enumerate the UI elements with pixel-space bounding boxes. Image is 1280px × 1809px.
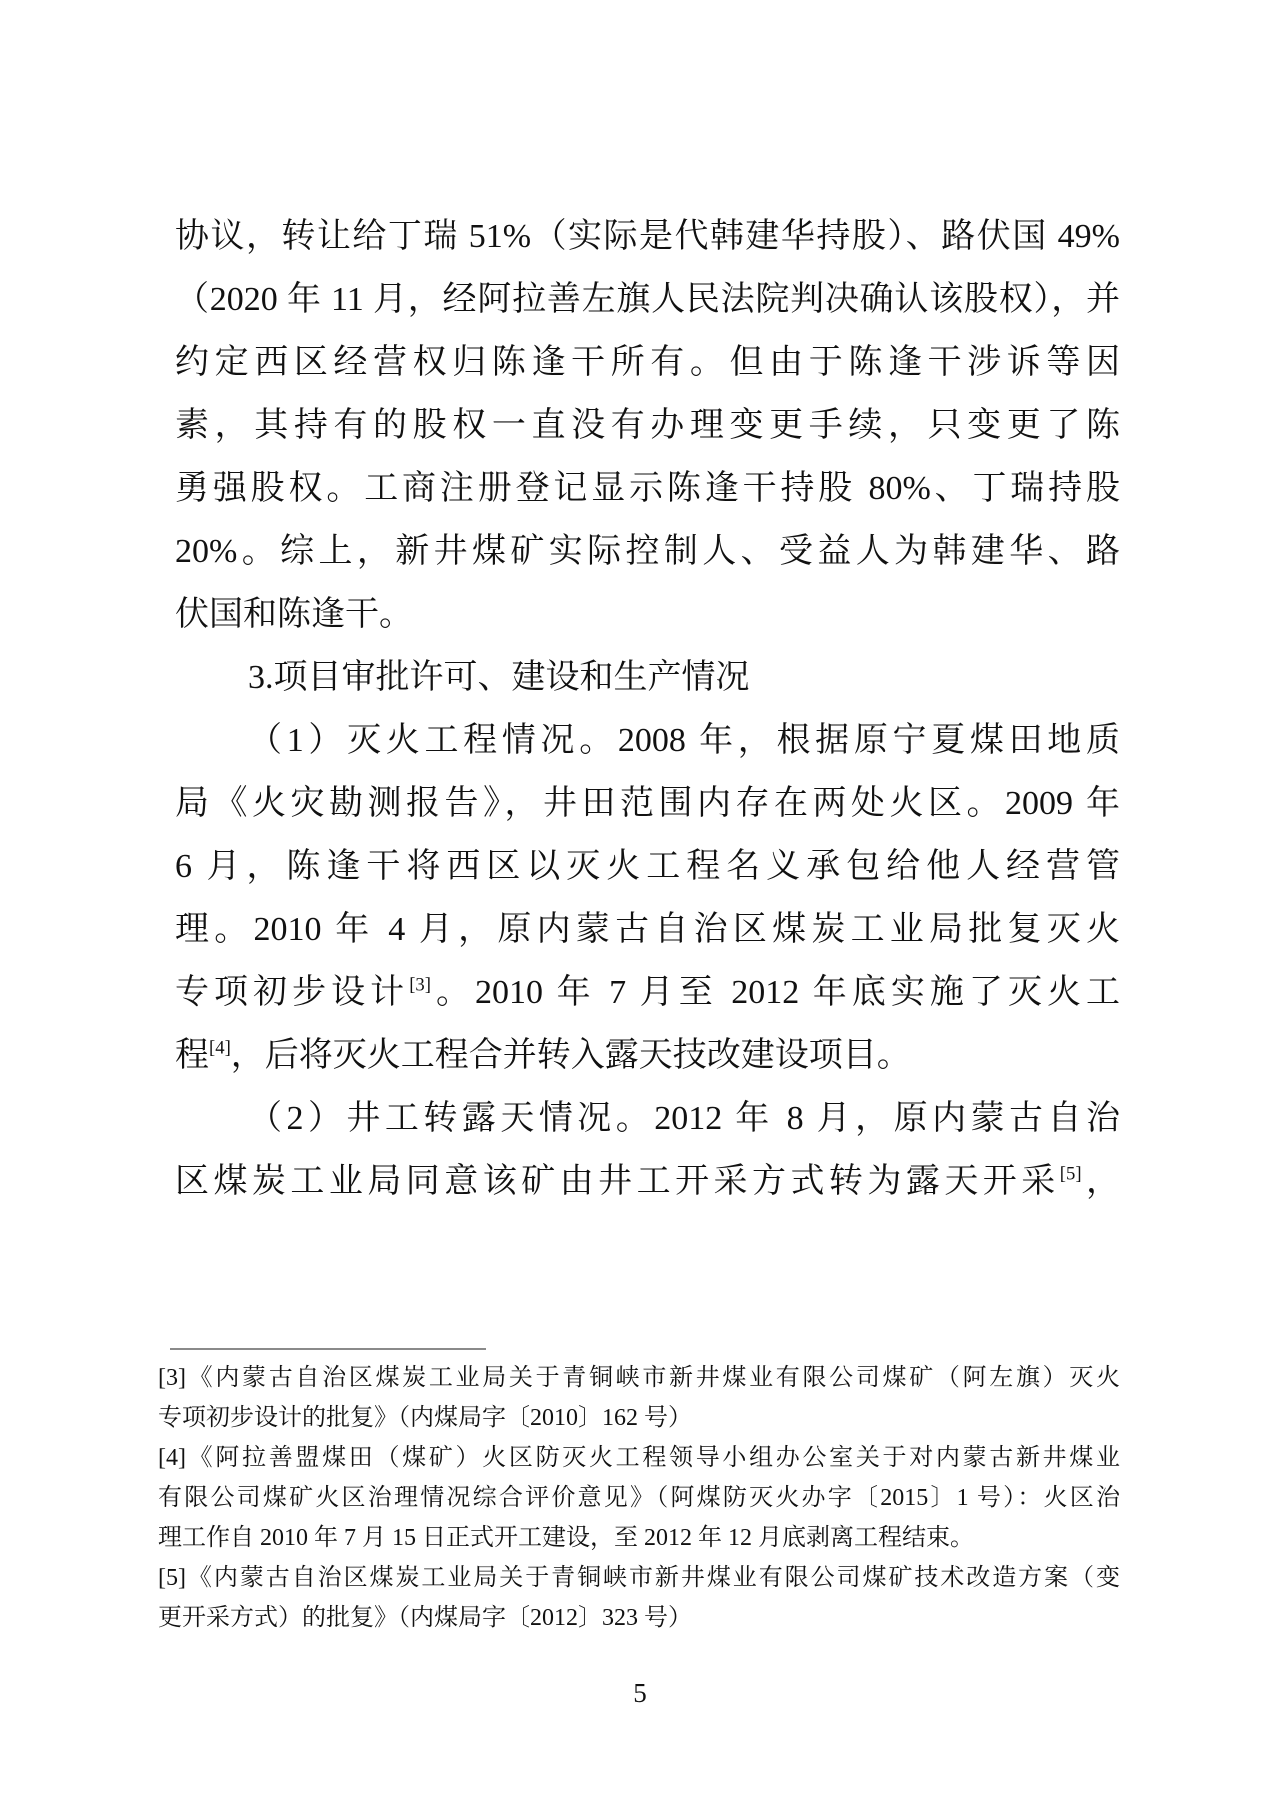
text-segment: 6 月，陈逢干将西区以灭火工程名义承包给他人经营管 <box>175 848 1120 885</box>
text-segment: [4]《阿拉善盟煤田（煤矿）火区防灭火工程领导小组办公室关于对内蒙古新井煤业 <box>158 1445 1120 1471</box>
text-segment: 更开采方式）的批复》（内煤局字〔2012〕323 号） <box>158 1605 692 1631</box>
text-segment: ，后将灭火工程合并转入露天技改建设项目。 <box>230 1037 911 1074</box>
text-segment: 专项初步设计的批复》（内煤局字〔2010〕162 号） <box>158 1405 692 1431</box>
text-segment: 素，其持有的股权一直没有办理变更手续，只变更了陈 <box>175 407 1120 444</box>
text-segment: （1）灭火工程情况。2008 年，根据原宁夏煤田地质 <box>248 722 1120 759</box>
text-segment: （2）井工转露天情况。2012 年 8 月，原内蒙古自治 <box>248 1100 1120 1137</box>
text-segment: 专项初步设计 <box>175 974 410 1011</box>
body-line <box>175 1150 1120 1213</box>
footnote-line <box>158 1558 1120 1598</box>
body-line <box>175 205 1120 268</box>
body-line <box>175 835 1120 898</box>
body-line <box>175 1024 1120 1087</box>
text-segment: （2020 年 11 月，经阿拉善左旗人民法院判决确认该股权），并 <box>175 281 1120 318</box>
text-segment: 协议，转让给丁瑞 51%（实际是代韩建华持股）、路伏国 49% <box>175 218 1120 255</box>
text-segment: 勇强股权。工商注册登记显示陈逢干持股 80%、丁瑞持股 <box>175 470 1120 507</box>
footnote-ref-superscript: [5] <box>1059 1163 1082 1185</box>
footnote-line <box>158 1478 1120 1518</box>
text-segment: 约定西区经营权归陈逢干所有。但由于陈逢干涉诉等因 <box>175 344 1120 381</box>
body-line <box>175 394 1120 457</box>
text-segment: 3.项目审批许可、建设和生产情况 <box>248 659 750 696</box>
footnote-line <box>158 1598 1120 1638</box>
footnote-line <box>158 1438 1120 1478</box>
text-segment: 理工作自 2010 年 7 月 15 日正式开工建设，至 2012 年 12 月底剥离工程结束。 <box>158 1525 974 1551</box>
footnote-line <box>158 1398 1120 1438</box>
body-line <box>175 898 1120 961</box>
body-text <box>175 205 1120 1213</box>
text-segment: 局《火灾勘测报告》，井田范围内存在两处火区。2009 年 <box>175 785 1120 822</box>
text-segment: 。2010 年 7 月至 2012 年底实施了灭火工 <box>430 974 1120 1011</box>
body-line <box>175 583 1120 646</box>
body-line <box>175 520 1120 583</box>
footnote-separator <box>170 1348 486 1350</box>
text-segment: 程 <box>175 1037 209 1074</box>
text-segment: 理。2010 年 4 月，原内蒙古自治区煤炭工业局批复灭火 <box>175 911 1120 948</box>
body-line <box>175 646 1120 709</box>
footnote-line <box>158 1358 1120 1398</box>
text-segment: [5]《内蒙古自治区煤炭工业局关于青铜峡市新井煤业有限公司煤矿技术改造方案（变 <box>158 1565 1120 1591</box>
body-line <box>175 457 1120 520</box>
text-segment: 伏国和陈逢干。 <box>175 596 413 633</box>
body-line <box>175 331 1120 394</box>
body-line <box>175 772 1120 835</box>
body-line <box>175 961 1120 1024</box>
footnote-ref-superscript: [3] <box>409 974 431 996</box>
body-line <box>175 1087 1120 1150</box>
page-number: 5 <box>633 1678 647 1708</box>
text-segment: [3]《内蒙古自治区煤炭工业局关于青铜峡市新井煤业有限公司煤矿（阿左旗）灭火 <box>158 1365 1120 1391</box>
text-segment: 20%。综上，新井煤矿实际控制人、受益人为韩建华、路 <box>175 533 1120 570</box>
footnote-line <box>158 1518 1120 1558</box>
text-segment: ， <box>1081 1163 1120 1200</box>
body-line <box>175 268 1120 331</box>
footnotes <box>158 1358 1120 1638</box>
text-segment: 区煤炭工业局同意该矿由井工开采方式转为露天开采 <box>175 1163 1060 1200</box>
body-line <box>175 709 1120 772</box>
footnote-ref-superscript: [4] <box>209 1037 231 1059</box>
text-segment: 有限公司煤矿火区治理情况综合评价意见》（阿煤防灭火办字〔2015〕1 号）：火区治 <box>158 1485 1120 1511</box>
